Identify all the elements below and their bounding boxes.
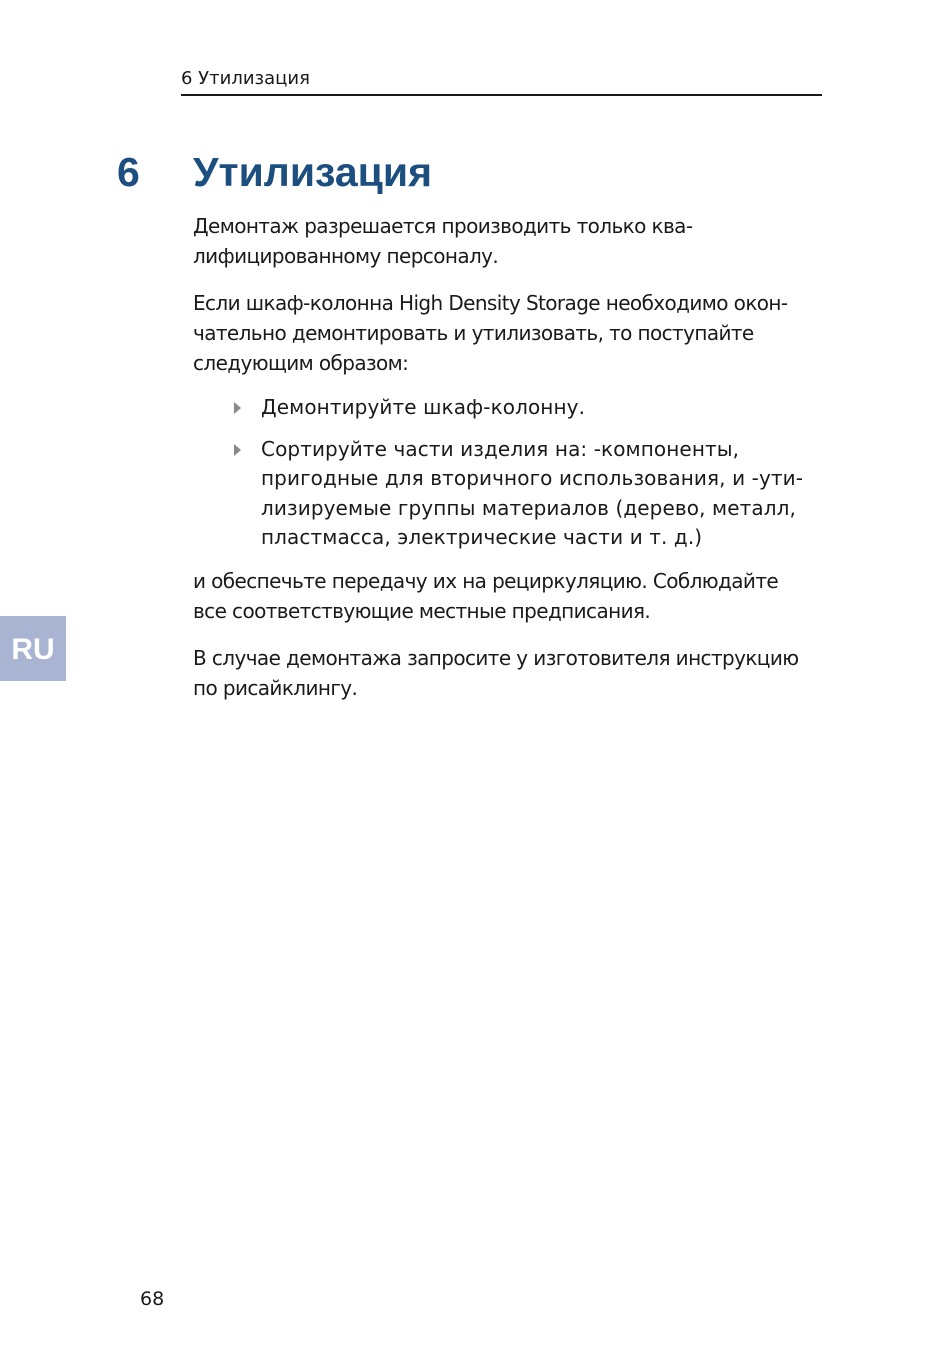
language-tab-label: RU	[11, 633, 55, 666]
list-item-text: Демонтируйте шкаф-колонну.	[261, 395, 586, 419]
page-number: 68	[140, 1288, 165, 1310]
paragraph-manufacturer-instructions: В случае демонтажа запросите у изготовителя инструкцию по рисайклингу.	[193, 646, 799, 700]
running-header	[181, 68, 822, 96]
language-tab	[0, 616, 66, 681]
chapter-number: 6	[117, 149, 140, 195]
running-header-title: 6 Утилизация	[181, 68, 310, 89]
paragraph-recycling: и обеспечьте передачу их на рециркуляцию. Соблюдайте все соответствующие местные предписания.	[193, 569, 779, 623]
chapter-title: Утилизация	[193, 149, 433, 195]
triangle-bullet-icon	[234, 444, 241, 456]
paragraph-qualified-personnel: Демонтаж разрешается производить только ква- лифицированному персоналу.	[193, 214, 693, 268]
instruction-list	[232, 393, 822, 565]
list-item	[232, 435, 822, 553]
triangle-bullet-icon	[234, 402, 241, 414]
paragraph-dismantle-intro: Если шкаф-колонна High Density Storage необходимо окон- чательно демонтировать и утилизовать, то поступайте следующим образом:	[193, 291, 788, 375]
list-item-text: Сортируйте части изделия на: -компоненты, пригодные для вторичного использования, и -ути- лизируемые группы материалов (дерево, металл, пластмасса, электрические части и т. д.)	[261, 436, 804, 549]
list-item	[232, 393, 822, 423]
